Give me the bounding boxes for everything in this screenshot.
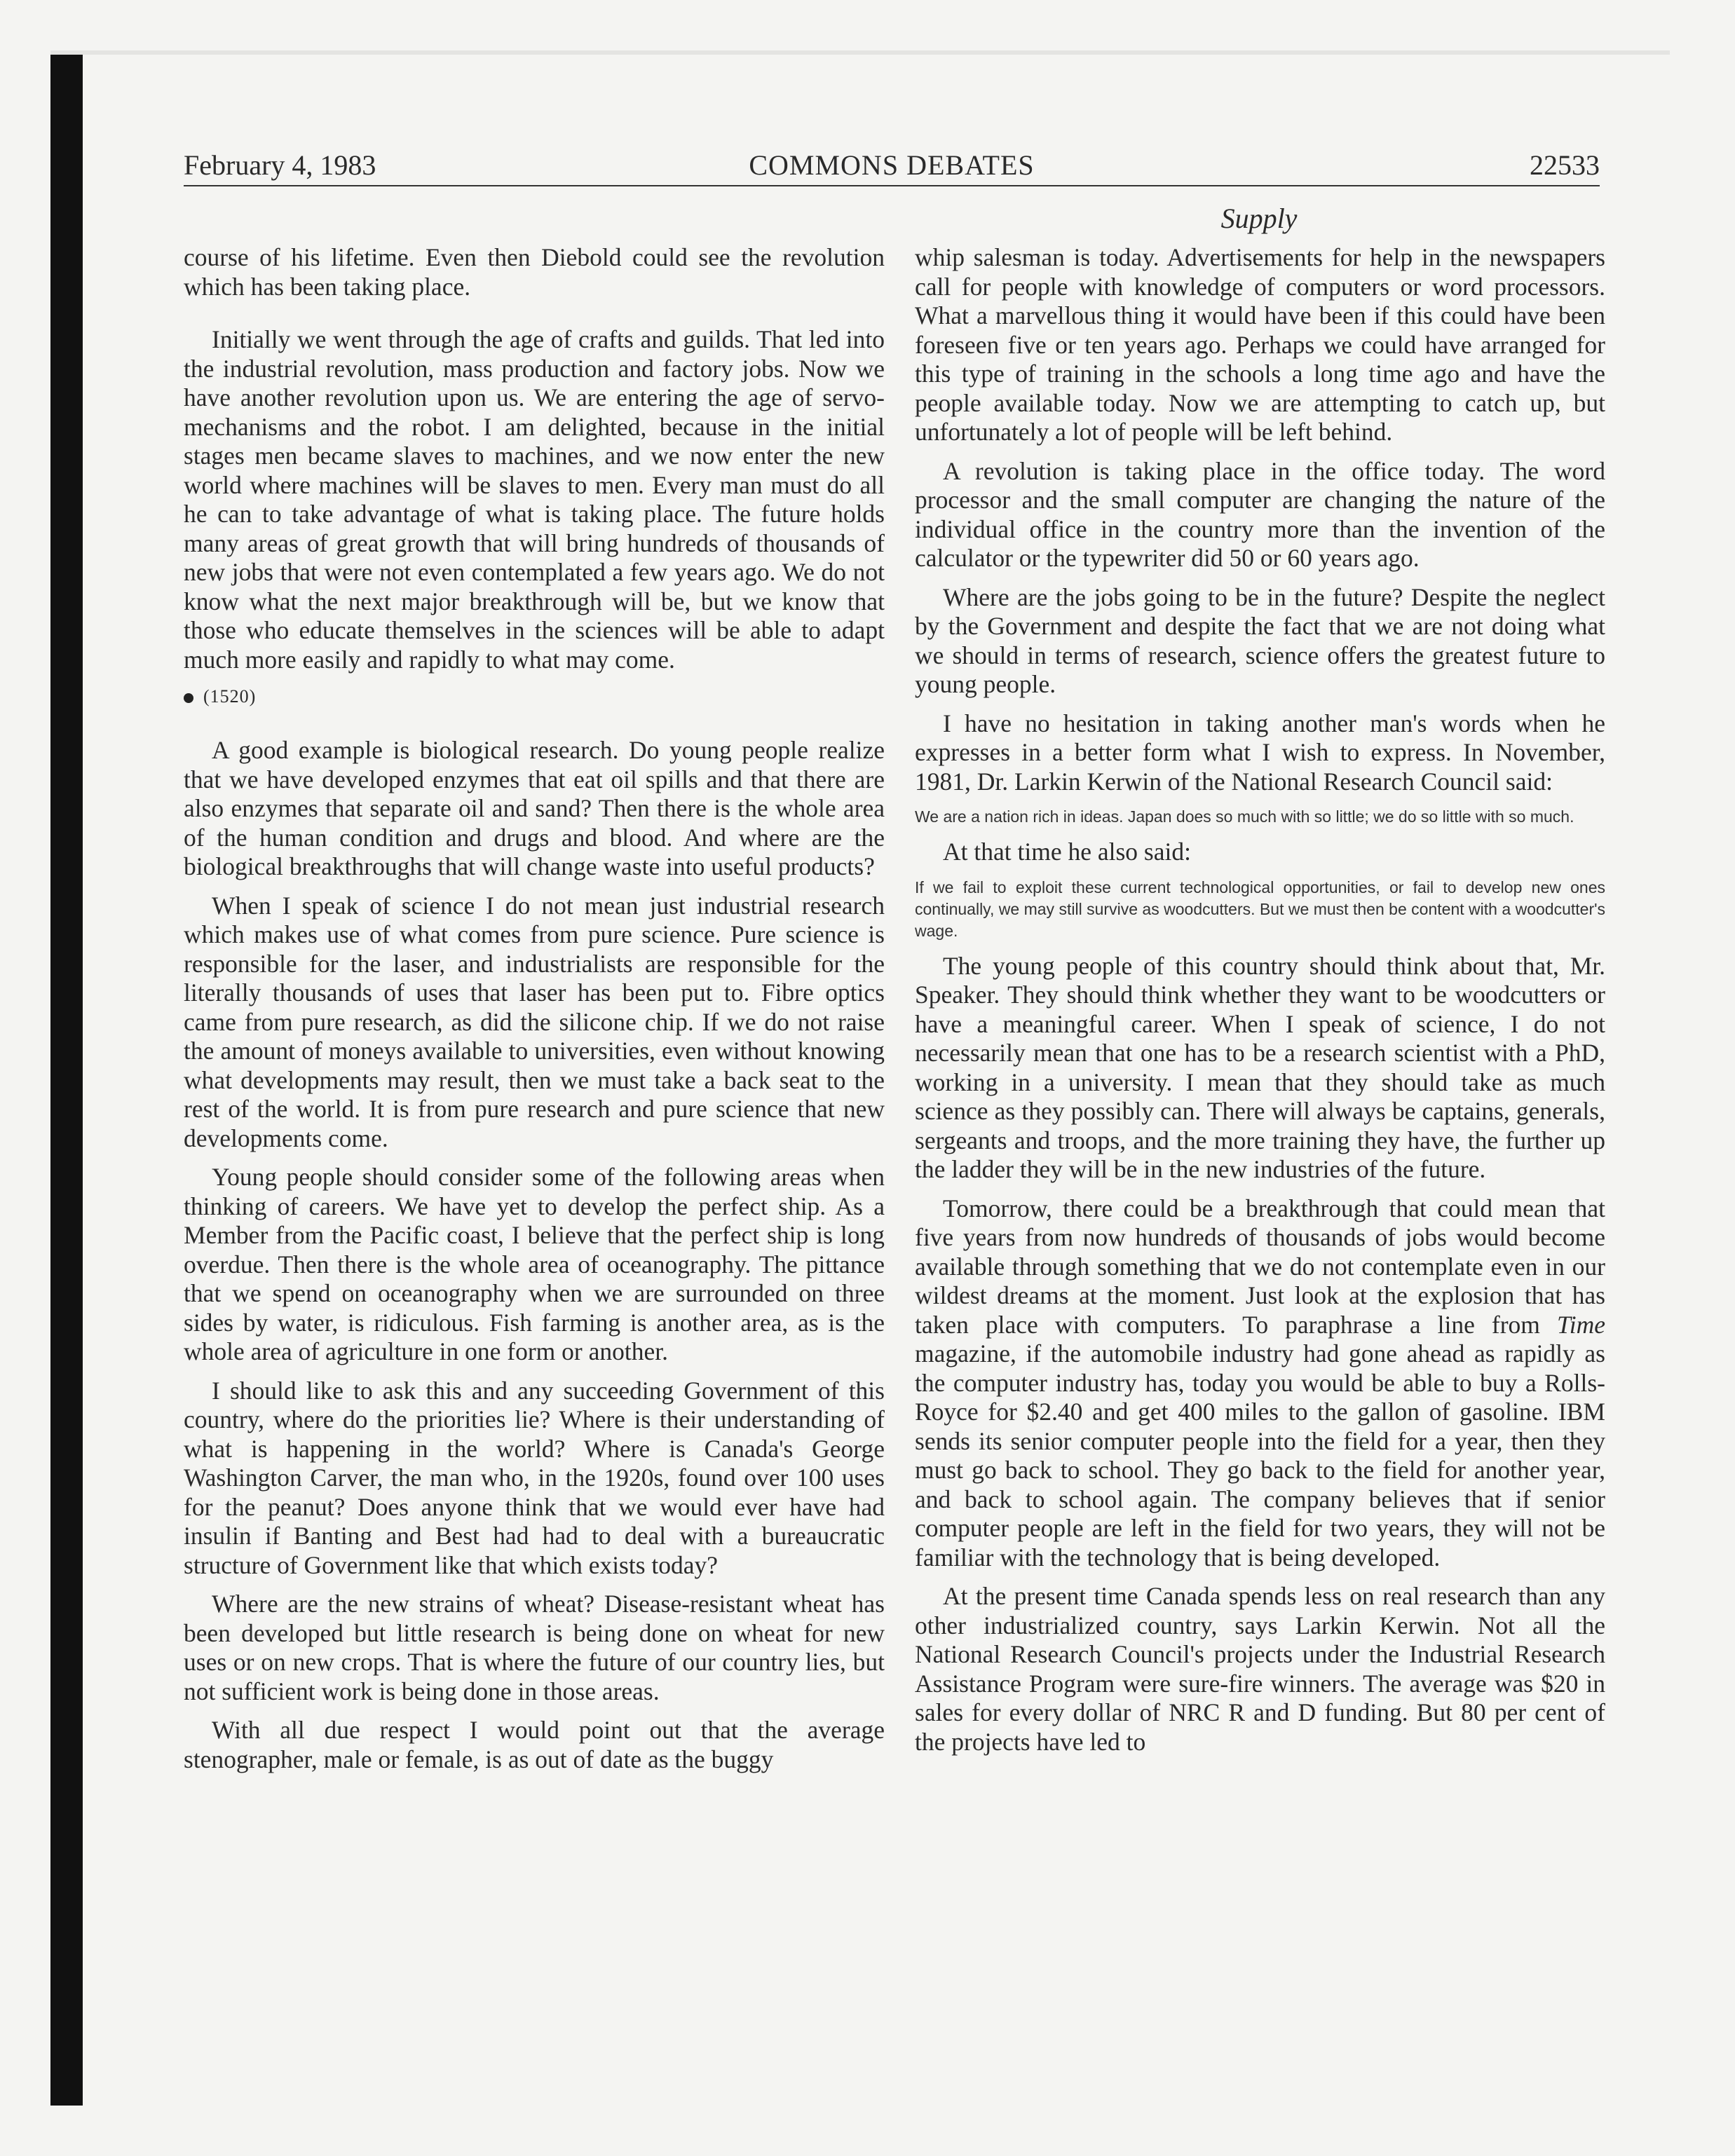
paragraph: When I speak of science I do not mean just industrial research which makes use of what comes from pure science. Pure science is responsible for the laser, and industrialists are responsible for the literally thousands of uses that laser has been put to. Fibre optics came from pure research, as did the silicone chip. If we do not raise the amount of moneys available to universities, even without knowing what developments may result, then we must take a back seat to the rest of the world. It is from pure research and pure science that new developments come.	[184, 891, 885, 1152]
paragraph: A revolution is taking place in the office today. The word processor and the small computer are changing the nature of the individual office in the country more than the invention of the calculator or the typewriter did 50 or 60 years ago.	[915, 456, 1605, 572]
paragraph: I have no hesitation in taking another man's words when he expresses in a better form what I wish to express. In November, 1981, Dr. Larkin Kerwin of the National Research Council said:	[915, 709, 1605, 796]
paragraph: At that time he also said:	[943, 838, 1191, 866]
paragraph: whip salesman is today. Advertisements for help in the newspapers call for people with knowledge of computers or word processors. What a marvellous thing it would have been if this could have been foreseen five or ten years ago. Perhaps we could have arranged for this type of training in the schools a long time ago and have the people available today. Now we are attempting to catch up, but unfortunately a lot of people will be left behind.	[915, 243, 1605, 446]
right-column	[915, 243, 1605, 1766]
header-rule	[184, 185, 1600, 186]
paragraph: Where are the new strains of wheat? Disease-resistant wheat has been developed but little research is being done on wheat for new uses or on new crops. That is where the future of our country lies, but not sufficient work is being done in those areas.	[184, 1590, 885, 1705]
header-page-number: 22533	[1530, 149, 1600, 181]
paragraph: Young people should consider some of the following areas when thinking of careers. We have yet to develop the perfect ship. As a Member from the Pacific coast, I believe that the perfect ship is long overdue. Then there is the whole area of oceanography. The pittance that we spend on oceanography when we are surrounded on three sides by water, is ridiculous. Fish farming is another area, as is the whole area of agriculture in one form or another.	[184, 1163, 885, 1365]
paragraph: course of his lifetime. Even then Diebold could see the revolution which has been taking place.	[184, 243, 885, 301]
scan-page-edge	[50, 50, 1670, 55]
paragraph: Where are the jobs going to be in the future? Despite the neglect by the Government and despite the fact that we are not doing what we should in terms of research, science offers the greatest future to young people.	[915, 582, 1605, 698]
paragraph: At the present time Canada spends less on real research than any other industrialized country, says Larkin Kerwin. Not all the National Research Council's projects under the Industrial Research Assistance Program were sure-fire winners. The average was $20 in sales for every dollar of NRC R and D funding. But 80 per cent of the projects have led to	[915, 1582, 1605, 1756]
paragraph: A good example is biological research. Do young people realize that we have developed enzymes that eat oil spills and that there are also enzymes that separate oil and sand? Then there is the whole area of the human condition and drugs and blood. And where are the biological breakthroughs that will change waste into useful products?	[184, 736, 885, 880]
paragraph: With all due respect I would point out that the average stenographer, male or female, is as out of date as the buggy	[184, 1716, 885, 1773]
paragraph: The young people of this country should think about that, Mr. Speaker. They should think whether they want to be woodcutters or have a meaningful career. When I speak of science, I do not necessarily mean that one has to be a research scientist with a PhD, working in a university. I mean that they should take as much science as they possibly can. There will always be captains, generals, sergeants and troops, and the more training they have, the further up the ladder they will be in the new industries of the future.	[915, 951, 1605, 1183]
paragraph-text: Tomorrow, there could be a breakthrough that could mean that five years from now hundreds of thousands of jobs would become available through something that we do not contemplate even in our wildest dreams at the moment. Just look at the explosion that has taken place with computers. To paraphrase a line from	[915, 1194, 1605, 1339]
paragraph-text: magazine, if the automobile industry had gone ahead as rapidly as the computer industry has, today you would be able to buy a Rolls-Royce for $2.40 and get 400 miles to the gallon of gasoline. IBM sends its senior computer people into the field for a year, then they must go back to school. They go back to the field for another year, and back to school again. The company believes that if senior computer people are left in the field for two years, they will not be familiar with the technology that is being developed.	[915, 1339, 1605, 1571]
header-date: February 4, 1983	[184, 149, 376, 181]
bullet-icon	[184, 693, 193, 703]
header-title: COMMONS DEBATES	[749, 149, 1035, 181]
magazine-title: Time	[1556, 1310, 1605, 1339]
block-quote: We are a nation rich in ideas. Japan does so much with so little; we do so little with so much.	[915, 807, 1574, 826]
section-title: Supply	[1220, 203, 1298, 234]
left-column	[184, 243, 885, 1784]
paragraph	[915, 1194, 1605, 1573]
paragraph: I should like to ask this and any succeeding Government of this country, where do the priorities lie? Where is their understanding of what is happening in the world? Where is Canada's George Washington Carver, the man who, in the 1920s, found over 100 uses for the peanut? Does anyone think that we would ever have had insulin if Banting and Best had had to deal with a bureaucratic structure of Government like that which exists today?	[184, 1376, 885, 1579]
paragraph: Initially we went through the age of crafts and guilds. That led into the industrial revolution, mass production and factory jobs. Now we have another revolution upon us. We are entering the age of servo-mechanisms and the robot. I am delighted, because in the initial stages men became slaves to machines, and we now enter the new world where machines will be slaves to men. Every man must do all he can to take advantage of what is taking place. The future holds many areas of great growth that will bring hundreds of thousands of new jobs that were not even contemplated a few years ago. We do not know what the next major breakthrough will be, but we know that those who educate themselves in the sciences will be able to adapt much more easily and rapidly to what may come.	[184, 325, 885, 674]
scan-binding-edge	[50, 50, 83, 2106]
time-marker-text: (1520)	[203, 686, 257, 707]
time-marker	[184, 685, 885, 708]
block-quote: If we fail to exploit these current technological opportunities, or fail to develop new ones continually, we may still survive as woodcutters. But we must then be content with a woodcutter's wage.	[915, 878, 1605, 940]
